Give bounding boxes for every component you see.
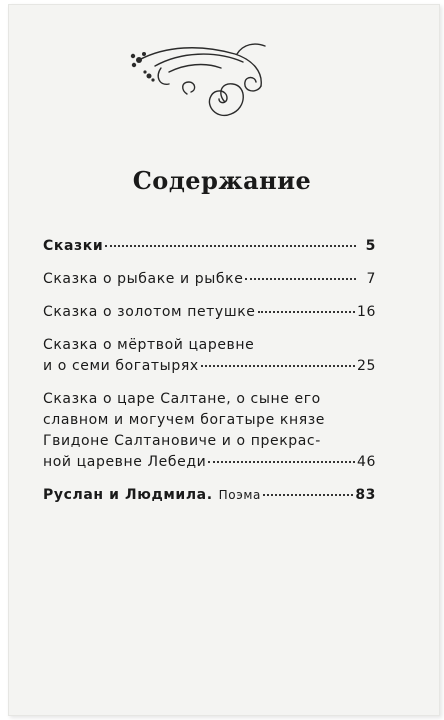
toc-entry-line: Сказка о мёртвой царевне	[43, 337, 255, 353]
toc-page-number: 5	[365, 238, 376, 254]
toc-entry-leader-line	[43, 356, 376, 377]
toc-entry-line: славном и могучем богатыре князе	[43, 412, 326, 428]
toc-entry	[43, 335, 376, 377]
toc-page-number: 7	[366, 271, 376, 287]
toc-page-number: 83	[355, 487, 376, 503]
dot-leader	[258, 310, 355, 313]
toc-entry	[43, 269, 376, 290]
toc-entry-title: Руслан и Людмила.	[43, 487, 213, 503]
toc-entry	[43, 485, 376, 506]
toc-page-number: 16	[356, 304, 376, 320]
toc-entry-leader-line	[43, 269, 376, 290]
toc-entry-title: и о семи богатырях	[43, 358, 199, 374]
toc-entry-leader-line	[43, 485, 376, 506]
table-of-contents	[43, 236, 376, 506]
toc-entry-title: Сказки	[43, 238, 104, 254]
toc-entry-title: Сказка о золотом петушке	[43, 304, 256, 320]
toc-entry-line: Гвидоне Салтановиче и о прекрас-	[43, 433, 321, 449]
toc-entry-title: ной царевне Лебеди	[43, 454, 207, 470]
dot-leader	[245, 277, 356, 280]
floral-ornament	[125, 32, 275, 128]
toc-entry-leader-line	[43, 236, 376, 257]
toc-entry-leader-line	[43, 452, 376, 473]
toc-entry-subtitle: Поэма	[218, 488, 261, 502]
toc-entry	[43, 236, 376, 257]
dot-leader	[201, 364, 355, 367]
toc-entry-leader-line	[43, 302, 376, 323]
toc-entry	[43, 302, 376, 323]
toc-title: Содержание	[132, 166, 312, 195]
toc-page-number: 25	[356, 358, 376, 374]
toc-page-number: 46	[356, 454, 376, 470]
toc-entry-line: Сказка о царе Салтане, о сыне его	[43, 391, 321, 407]
dot-leader	[208, 460, 355, 463]
toc-entry	[43, 389, 376, 473]
toc-entry-title: Сказка о рыбаке и рыбке	[43, 271, 244, 287]
dot-leader	[263, 493, 353, 496]
dot-leader	[105, 244, 356, 247]
